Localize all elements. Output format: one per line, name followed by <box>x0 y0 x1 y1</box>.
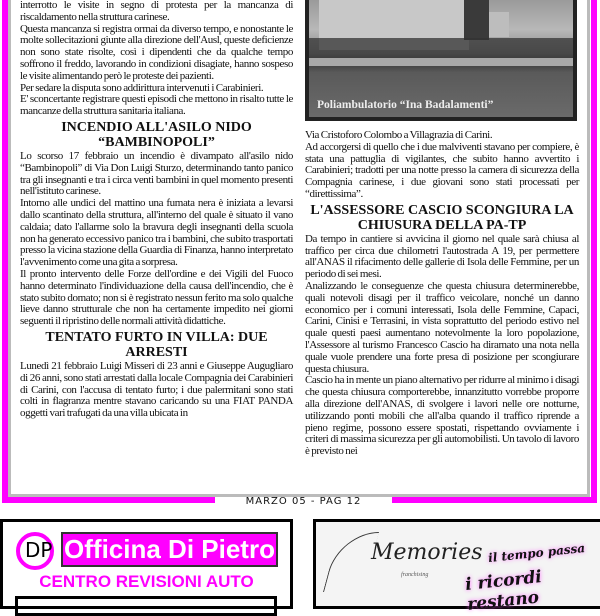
paragraph: Per sedare la disputa sono addirittura intervenuti i Carabinieri. <box>20 81 264 94</box>
paragraph: Cascio ha in mente un piano alternativo per ridurre al minimo i disagi che questa chiusura comporterebbe, innanzitutto vorrebbe proporre alla direzione dell'ANAS, di svolgere i lavori nelle ore notturne, utilizzando ponti mobili che all'alba quando il traffico riprende a pieno regime, possono essere spostati, rispettando ovviamente i criteri di massima sicurezza per gli automobilisti. Un tavolo di lavoro è previsto nei <box>305 374 579 458</box>
photo-caption: Poliambulatorio “Ina Badalamenti” <box>317 99 494 111</box>
article-title: TENTATO FURTO IN VILLA: DUE ARRESTI <box>45 329 268 361</box>
page-footer: MARZO 05 - PAG 12 <box>245 496 362 507</box>
paragraph: interrotto le visite in segno di protesta per la mancanza di riscaldamento nella struttura carinese. <box>20 0 293 23</box>
ad-slogan: il tempo passa <box>487 540 586 566</box>
ad-slogan: i ricordi restano <box>464 567 543 615</box>
article-title: L'ASSESSORE CASCIO SCONGIURA LA CHIUSURA DELLA PA-TP <box>310 202 574 234</box>
ad-brand-name: Officina Di Pietro <box>61 532 278 567</box>
ad-brand-name: Memories <box>371 540 483 565</box>
article-title: INCENDIO ALL'ASILO NIDO “BAMBINOPOLI” <box>61 119 252 151</box>
paragraph: Ad accorgersi di quello che i due malviventi stavano per compiere, è stata una pattuglia di vigilantes, che subito hanno avvertito i Carabinieri; tradotti per una notte presso la camera di sicurezza della Compagnia carinese, i due giovani sono stati processati per “direttissima”. <box>305 140 579 200</box>
ad-subtitle: CENTRO REVISIONI AUTO <box>39 572 254 591</box>
hedge <box>309 38 573 60</box>
building <box>489 12 509 37</box>
building-window <box>464 0 489 40</box>
frame-border-right <box>591 0 597 503</box>
frame-border-bottom-right <box>392 497 597 503</box>
logo-text: DP <box>25 538 53 562</box>
paragraph: Da tempo in cantiere si avvicina il giorno nel quale sarà chiusa al traffico per circa due chilometri l'autostrada A 19, per permettere all'ANAS il rifacimento delle gallerie di Isola delle Femmine, per un periodo di sei mesi. <box>305 232 579 281</box>
ad-inner-box <box>15 596 277 616</box>
right-column <box>305 130 579 458</box>
paragraph: Questa mancanza si registra ormai da diverso tempo, e nonostante le molte sollecitazioni giunte alla direzione dell'Ausl, queste deficienze non sono state risolte, così i dipendenti che da qualche tempo soffrono il freddo, lavorando in condizioni disagiate, hanno sospeso le visite alimentando però le proteste dei pazienti. <box>20 22 293 82</box>
frame-shadow-left <box>8 0 11 497</box>
paragraph: Il pronto intervento delle Forze dell'ordine e dei Vigili del Fuoco hanno determinato l'individuazione della causa dell'incendio, che è stato subito domato; non si è registrato nessun ferito ma solo qualche lieve danno strutturale che non ha certamente impedito nei giorni seguenti il ripristino delle normali attività didattiche. <box>20 267 293 328</box>
paragraph: Via Cristoforo Colombo a Villagrazia di Carini. <box>305 129 493 141</box>
ad-memories <box>313 519 600 615</box>
ad-officina-di-pietro <box>0 519 293 609</box>
paragraph: E' sconcertante registrare questi episodi che mettono in risalto tutte le mancanze della struttura sanitaria italiana. <box>20 93 293 118</box>
paragraph: Intorno alle undici del mattino una fumata nera è iniziata a levarsi dallo scantinato della struttura, all'interno del quale è situato il vano caldaia; dato l'allarme solo la bravura degli insegnanti della scuola non ha generato eccessivo panico tra i bambini, che subito trasportati presso la vicina stazione della Guardia di Finanza, hanno interpretato l'avvenimento come una gita a sorpresa. <box>20 197 293 269</box>
paragraph: Lo scorso 17 febbraio un incendio è divampato all'asilo nido “Bambinopoli” di Via Don Luigi Sturzo, determinando tanto panico tra gli insegnanti e tra i circa venti bambini in quel momento presenti nell'istituto carinese. <box>20 149 293 198</box>
ad-brand-sub: franchising <box>401 572 429 578</box>
article-furto <box>20 330 293 420</box>
article-incendio <box>20 120 293 328</box>
paragraph: Lunedì 21 febbraio Luigi Misseri di 23 anni e Giuseppe Augugliaro di 26 anni, sono stati arrestati dalla locale Compagnia dei Carabinieri di Carini, con l'accusa di tentato furto; i due palermitani sono stati colti in flagranza mentre stavano caricando su una FIAT PANDA oggetti vari trafugati da una villa ubicata in <box>20 359 293 420</box>
wall <box>309 58 573 66</box>
frame-shadow-right <box>587 0 590 497</box>
photo-poliambulatorio <box>305 0 577 121</box>
article-ausl <box>20 0 293 118</box>
photo-image <box>309 0 573 117</box>
frame-border-bottom-left <box>2 497 215 503</box>
paragraph: Analizzando le conseguenze che questa chiusura determinerebbe, quali notevoli disagi per il traffico veicolare, nonché un danno economico per i comuni interessati, Isola delle Femmine, Capaci, Carini, Cinisi e Terrasini, in vista soprattutto del periodo estivo nel quale questi paesi aumentano notevolmente la loro popolazione, l'Assessore al turismo Francesco Cascio ha diramato una nota nella quale vuole prendere una forte presa di posizione per scongiurare questa chiusura. <box>305 279 579 375</box>
left-column <box>20 0 293 420</box>
dp-logo-icon <box>16 532 54 570</box>
article-cascio <box>305 203 579 458</box>
